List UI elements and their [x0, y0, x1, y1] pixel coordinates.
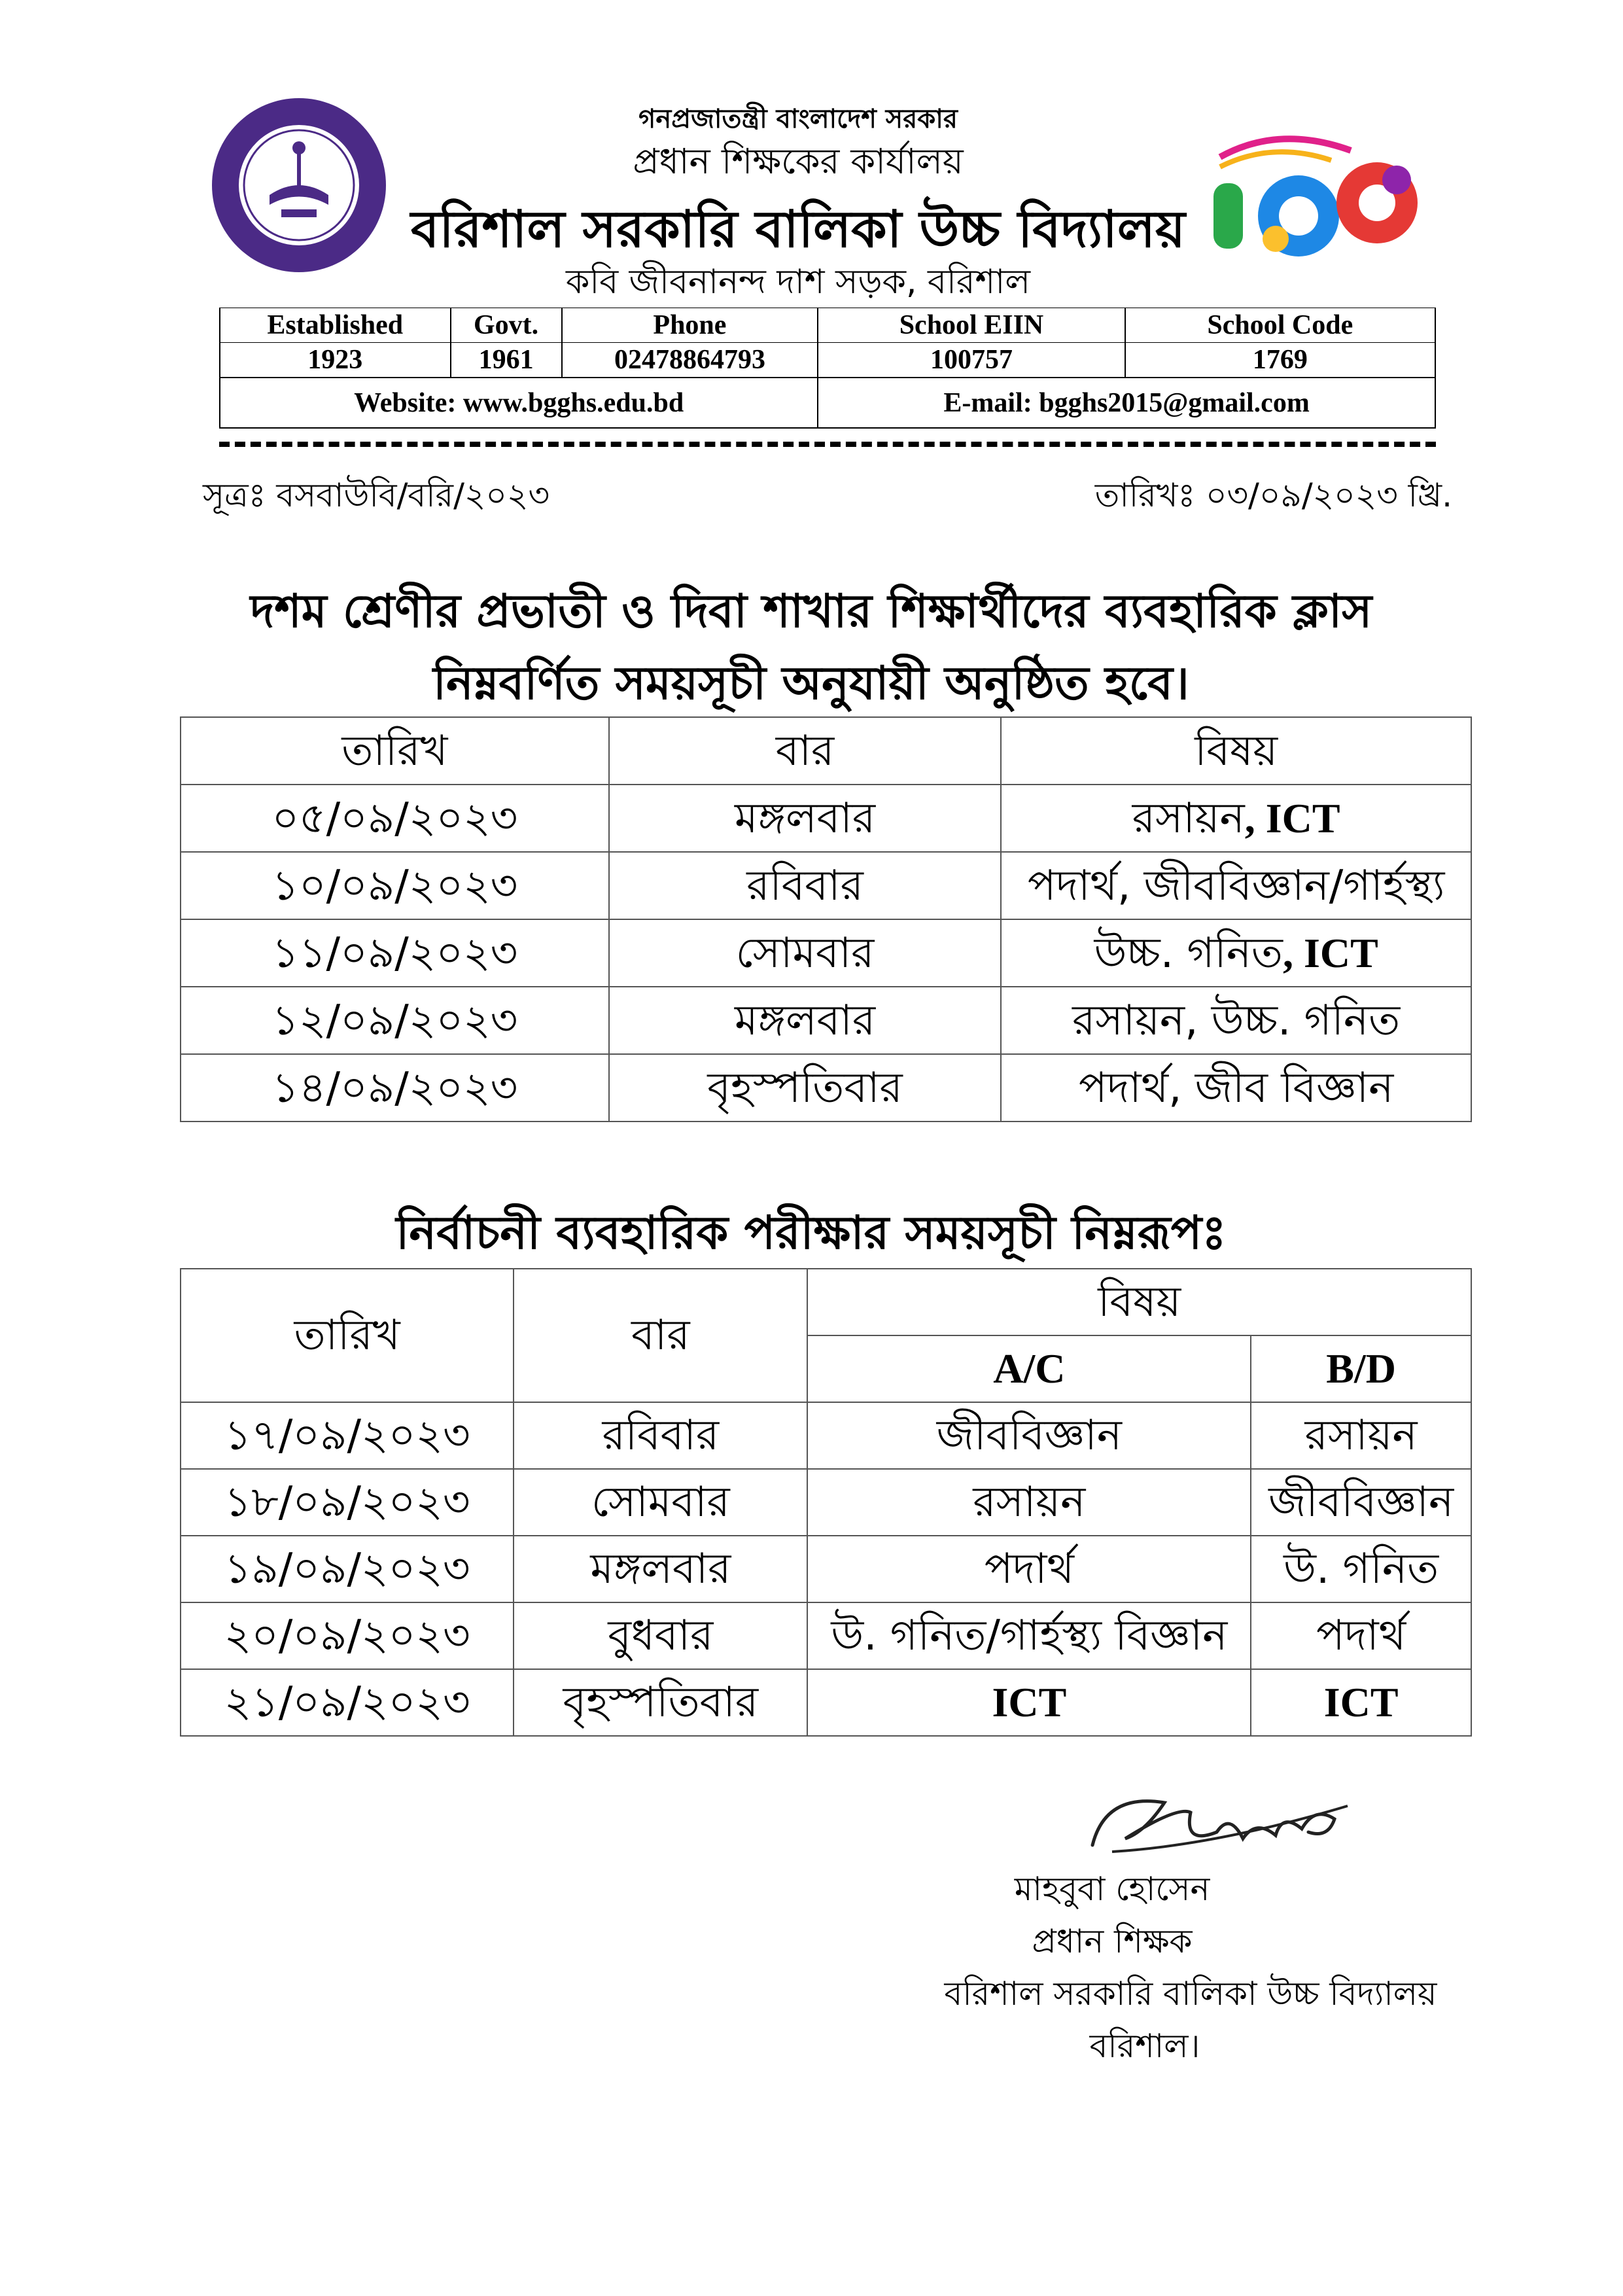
subject-text: উচ্চ. গনিত [1094, 928, 1283, 978]
info-header-code: School Code [1125, 308, 1435, 343]
office-label: প্রধান শিক্ষকের কার্যালয় [633, 141, 964, 182]
table-row [181, 987, 1471, 1054]
cell-ac: রসায়ন [807, 1469, 1251, 1536]
cell-bd: ICT [1251, 1669, 1471, 1736]
centenary-logo [1200, 105, 1423, 278]
table-row [181, 1669, 1471, 1736]
cell-date: ১১/০৯/২০২৩ [181, 919, 609, 987]
cell-day: মঙ্গলবার [609, 987, 1002, 1054]
notice-line-1: দশম শ্রেণীর প্রভাতী ও দিবা শাখার শিক্ষার্থীদের ব্যবহারিক ক্লাস [250, 584, 1372, 638]
info-header-govt: Govt. [451, 308, 562, 343]
cell-bd: পদার্থ [1251, 1602, 1471, 1669]
header-subject: বিষয় [1001, 717, 1471, 785]
subject-extra: , ICT [1244, 794, 1340, 841]
info-header-established: Established [220, 308, 451, 343]
info-value-code: 1769 [1125, 343, 1435, 378]
header-subject: বিষয় [807, 1269, 1471, 1335]
cell-subject [1001, 987, 1471, 1054]
headmaster-signature [1086, 1767, 1361, 1878]
cell-date: ১৪/০৯/২০২৩ [181, 1054, 609, 1122]
table-header-row [181, 1269, 1471, 1335]
table-header-row [181, 717, 1471, 785]
table-row [181, 1402, 1471, 1469]
table-row [181, 919, 1471, 987]
table-row [181, 785, 1471, 852]
cell-date: ১৭/০৯/২০২৩ [181, 1402, 514, 1469]
subject-text: রসায়ন [1132, 794, 1245, 843]
header-date: তারিখ [181, 1269, 514, 1402]
cell-ac: ICT [807, 1669, 1251, 1736]
notice-line-2: নিম্নবর্ণিত সময়সূচী অনুযায়ী অনুষ্ঠিত হবে। [433, 656, 1189, 710]
cell-day: মঙ্গলবার [609, 785, 1002, 852]
exam-schedule-table [180, 1268, 1472, 1737]
dashed-divider [219, 442, 1436, 447]
issue-date: তারিখঃ ০৩/০৯/২০২৩ খ্রি. [1094, 476, 1452, 514]
subject-text: রসায়ন, উচ্চ. গনিত [1072, 996, 1401, 1045]
cell-day: মঙ্গলবার [514, 1536, 807, 1602]
info-header-phone: Phone [562, 308, 818, 343]
cell-ac: জীববিজ্ঞান [807, 1402, 1251, 1469]
email: E-mail: bgghs2015@gmail.com [818, 378, 1435, 428]
school-info-table [219, 308, 1436, 429]
table-row [181, 1536, 1471, 1602]
table-row [181, 1054, 1471, 1122]
info-value-eiin: 100757 [818, 343, 1125, 378]
header-day: বার [609, 717, 1002, 785]
table-row [181, 1469, 1471, 1536]
school-address: কবি জীবনানন্দ দাশ সড়ক, বরিশাল [565, 262, 1031, 302]
cell-date: ০৫/০৯/২০২৩ [181, 785, 609, 852]
cell-day: বৃহস্পতিবার [609, 1054, 1002, 1122]
info-value-govt: 1961 [451, 343, 562, 378]
cell-date: ১২/০৯/২০২৩ [181, 987, 609, 1054]
cell-day: বুধবার [514, 1602, 807, 1669]
signatory-city: বরিশাল। [1089, 2027, 1200, 2065]
cell-subject [1001, 852, 1471, 919]
info-value-phone: 02478864793 [562, 343, 818, 378]
info-value-established: 1923 [220, 343, 451, 378]
header-date: তারিখ [181, 717, 609, 785]
cell-date: ২১/০৯/২০২৩ [181, 1669, 514, 1736]
info-header-eiin: School EIIN [818, 308, 1125, 343]
signatory-title: প্রধান শিক্ষক [1032, 1922, 1193, 1960]
table-row [181, 852, 1471, 919]
cell-day: সোমবার [609, 919, 1002, 987]
reference-number: সূত্রঃ বসবাউবি/বরি/২০২৩ [203, 476, 550, 514]
header-bd: B/D [1251, 1335, 1471, 1402]
cell-ac: উ. গনিত/গার্হস্থ্য বিজ্ঞান [807, 1602, 1251, 1669]
school-logo [211, 97, 387, 274]
signatory-school: বরিশাল সরকারি বালিকা উচ্চ বিদ্যালয় [944, 1975, 1437, 2013]
subject-text: পদার্থ, জীব বিজ্ঞান [1079, 1063, 1394, 1112]
cell-date: ২০/০৯/২০২৩ [181, 1602, 514, 1669]
cell-bd: জীববিজ্ঞান [1251, 1469, 1471, 1536]
subject-text: পদার্থ, জীববিজ্ঞান/গার্হস্থ্য [1027, 861, 1445, 910]
cell-date: ১০/০৯/২০২৩ [181, 852, 609, 919]
subject-extra: , ICT [1282, 929, 1378, 976]
cell-bd: উ. গনিত [1251, 1536, 1471, 1602]
cell-day: সোমবার [514, 1469, 807, 1536]
cell-date: ১৯/০৯/২০২৩ [181, 1536, 514, 1602]
government-label: গনপ্রজাতন্ত্রী বাংলাদেশ সরকার [638, 104, 958, 134]
cell-bd: রসায়ন [1251, 1402, 1471, 1469]
cell-day: রবিবার [514, 1402, 807, 1469]
school-name: বরিশাল সরকারি বালিকা উচ্চ বিদ্যালয় [411, 200, 1185, 259]
signatory-name: মাহবুবা হোসেন [1014, 1870, 1210, 1908]
cell-ac: পদার্থ [807, 1536, 1251, 1602]
cell-subject [1001, 919, 1471, 987]
practical-class-table [180, 716, 1472, 1122]
website: Website: www.bgghs.edu.bd [220, 378, 818, 428]
table-row [181, 1602, 1471, 1669]
cell-day: বৃহস্পতিবার [514, 1669, 807, 1736]
cell-day: রবিবার [609, 852, 1002, 919]
cell-subject [1001, 1054, 1471, 1122]
cell-subject [1001, 785, 1471, 852]
header-day: বার [514, 1269, 807, 1402]
exam-schedule-title: নির্বাচনী ব্যবহারিক পরীক্ষার সময়সূচী নিম্নরূপঃ [396, 1206, 1227, 1260]
cell-date: ১৮/০৯/২০২৩ [181, 1469, 514, 1536]
header-ac: A/C [807, 1335, 1251, 1402]
